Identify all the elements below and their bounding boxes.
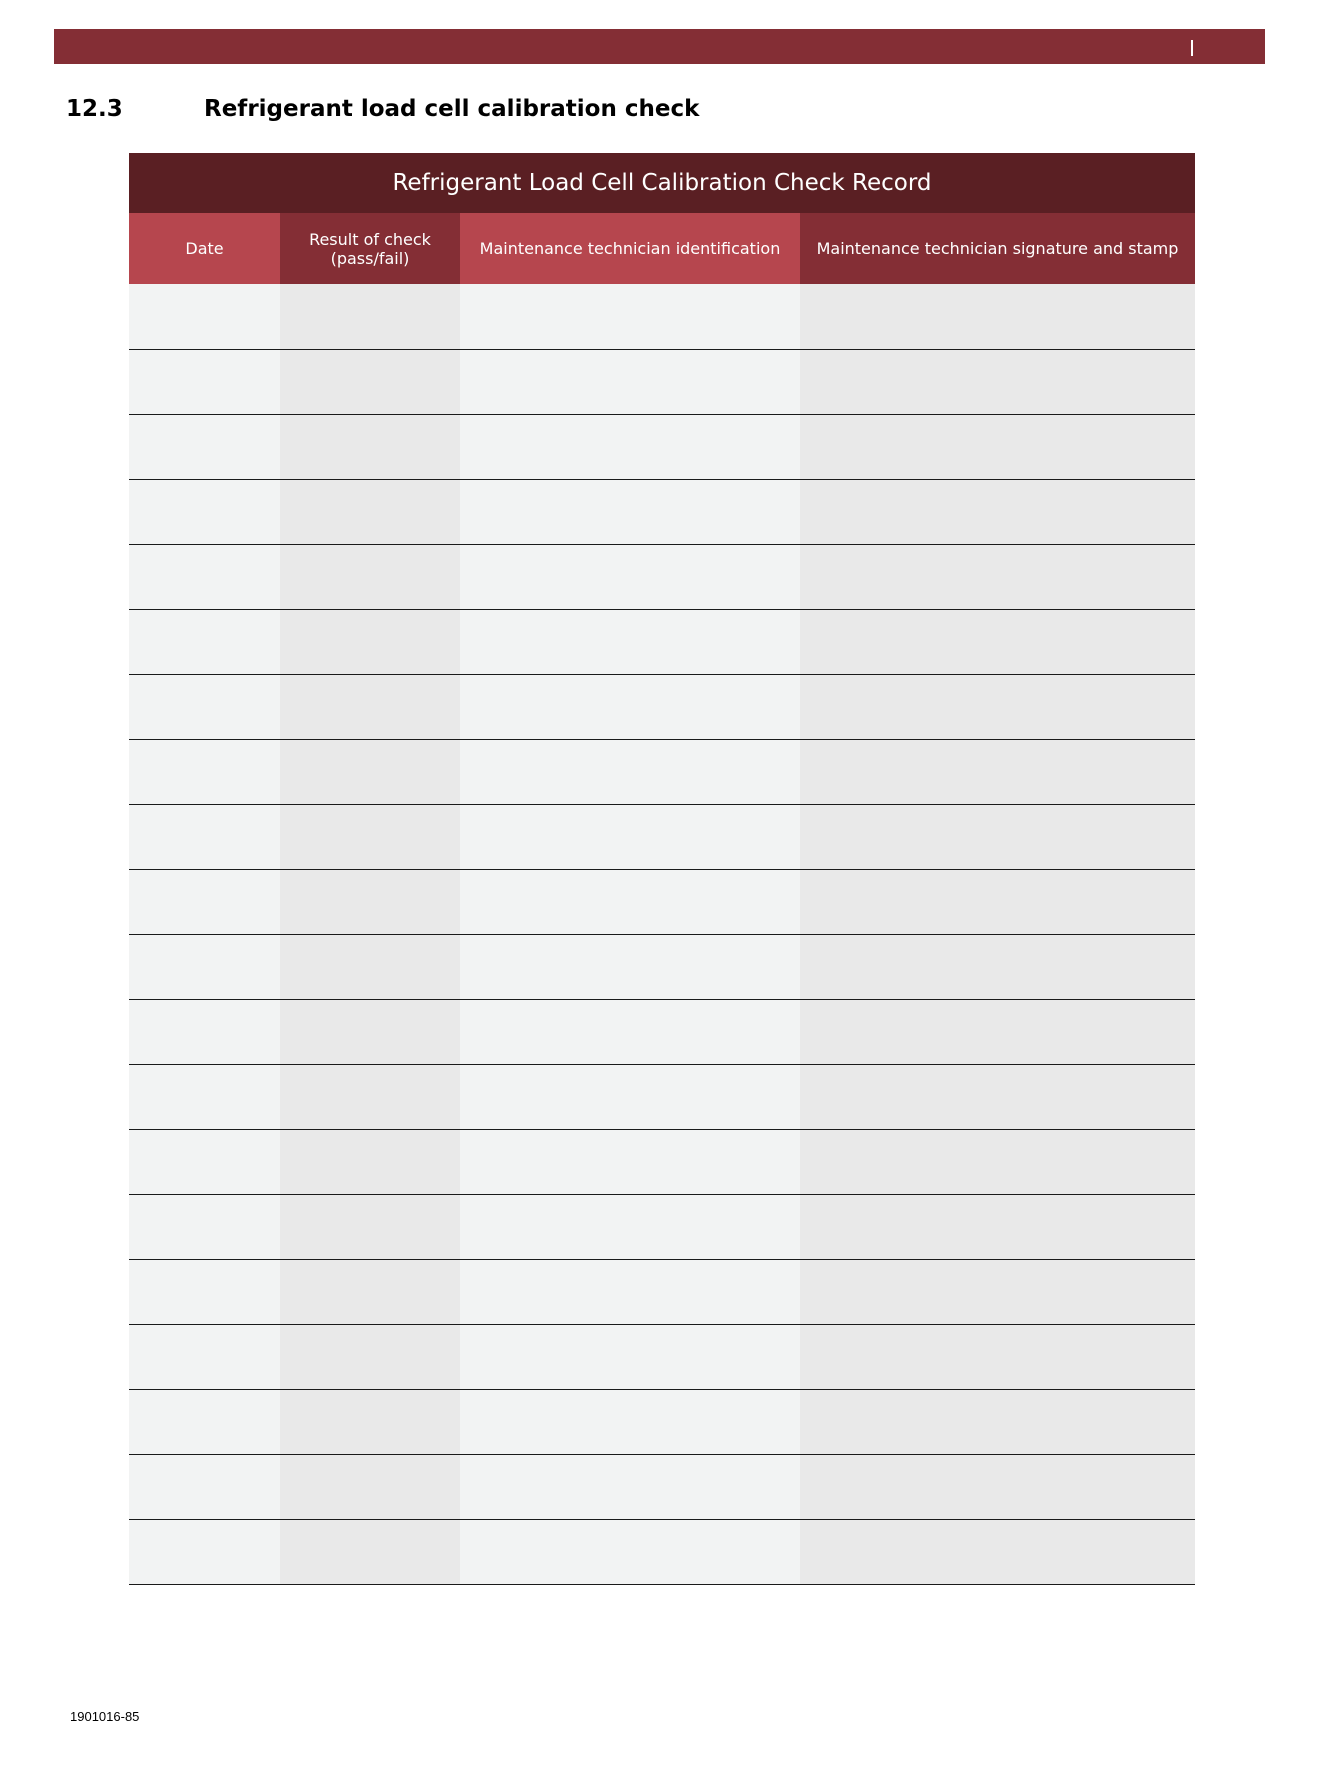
table-row (129, 544, 1195, 609)
result-cell[interactable] (280, 284, 460, 349)
record-title: Refrigerant Load Cell Calibration Check Record (129, 153, 1195, 213)
table-row (129, 1129, 1195, 1194)
result-cell[interactable] (280, 1129, 460, 1194)
table-row (129, 804, 1195, 869)
identification-cell[interactable] (460, 349, 800, 414)
date-cell[interactable] (129, 609, 280, 674)
date-cell[interactable] (129, 284, 280, 349)
date-cell[interactable] (129, 1259, 280, 1324)
table-row (129, 739, 1195, 804)
table-row (129, 999, 1195, 1064)
signature-cell[interactable] (800, 479, 1195, 544)
signature-cell[interactable] (800, 1454, 1195, 1519)
date-cell[interactable] (129, 1324, 280, 1389)
identification-cell[interactable] (460, 414, 800, 479)
table-row (129, 349, 1195, 414)
table-row (129, 1259, 1195, 1324)
result-cell[interactable] (280, 544, 460, 609)
header-row (129, 213, 1195, 284)
table-row (129, 284, 1195, 349)
identification-cell[interactable] (460, 1129, 800, 1194)
result-cell[interactable] (280, 1194, 460, 1259)
identification-cell[interactable] (460, 479, 800, 544)
table-row (129, 479, 1195, 544)
result-cell[interactable] (280, 869, 460, 934)
identification-cell[interactable] (460, 1259, 800, 1324)
result-cell[interactable] (280, 934, 460, 999)
signature-cell[interactable] (800, 804, 1195, 869)
table-row (129, 1194, 1195, 1259)
result-cell[interactable] (280, 349, 460, 414)
date-cell[interactable] (129, 804, 280, 869)
date-cell[interactable] (129, 544, 280, 609)
date-cell[interactable] (129, 739, 280, 804)
date-cell[interactable] (129, 674, 280, 739)
signature-cell[interactable] (800, 674, 1195, 739)
identification-cell[interactable] (460, 1389, 800, 1454)
top-banner (54, 29, 1265, 64)
signature-cell[interactable] (800, 999, 1195, 1064)
table-row (129, 1324, 1195, 1389)
result-cell[interactable] (280, 609, 460, 674)
date-cell[interactable] (129, 414, 280, 479)
identification-cell[interactable] (460, 284, 800, 349)
result-cell[interactable] (280, 1519, 460, 1584)
result-cell[interactable] (280, 1259, 460, 1324)
signature-cell[interactable] (800, 1129, 1195, 1194)
date-cell[interactable] (129, 999, 280, 1064)
date-cell[interactable] (129, 869, 280, 934)
column-header-result: Result of check (pass/fail) (280, 213, 460, 284)
signature-cell[interactable] (800, 934, 1195, 999)
result-cell[interactable] (280, 1389, 460, 1454)
identification-cell[interactable] (460, 674, 800, 739)
table-row (129, 1064, 1195, 1129)
result-cell[interactable] (280, 674, 460, 739)
table-row (129, 1389, 1195, 1454)
table-row (129, 674, 1195, 739)
identification-cell[interactable] (460, 999, 800, 1064)
result-cell[interactable] (280, 414, 460, 479)
date-cell[interactable] (129, 479, 280, 544)
column-header-identification: Maintenance technician identification (460, 213, 800, 284)
table-row (129, 414, 1195, 479)
date-cell[interactable] (129, 349, 280, 414)
signature-cell[interactable] (800, 739, 1195, 804)
signature-cell[interactable] (800, 544, 1195, 609)
identification-cell[interactable] (460, 544, 800, 609)
table-row (129, 1519, 1195, 1584)
identification-cell[interactable] (460, 609, 800, 674)
identification-cell[interactable] (460, 934, 800, 999)
calibration-record (129, 153, 1195, 1585)
signature-cell[interactable] (800, 1519, 1195, 1584)
signature-cell[interactable] (800, 869, 1195, 934)
identification-cell[interactable] (460, 1064, 800, 1129)
date-cell[interactable] (129, 1454, 280, 1519)
column-header-date: Date (129, 213, 280, 284)
banner-divider (1191, 40, 1193, 56)
date-cell[interactable] (129, 1064, 280, 1129)
signature-cell[interactable] (800, 1064, 1195, 1129)
identification-cell[interactable] (460, 1454, 800, 1519)
date-cell[interactable] (129, 1129, 280, 1194)
date-cell[interactable] (129, 934, 280, 999)
identification-cell[interactable] (460, 1324, 800, 1389)
result-cell[interactable] (280, 999, 460, 1064)
date-cell[interactable] (129, 1389, 280, 1454)
identification-cell[interactable] (460, 1519, 800, 1584)
table-row (129, 869, 1195, 934)
identification-cell[interactable] (460, 869, 800, 934)
identification-cell[interactable] (460, 739, 800, 804)
date-cell[interactable] (129, 1519, 280, 1584)
signature-cell[interactable] (800, 349, 1195, 414)
result-cell[interactable] (280, 1064, 460, 1129)
signature-cell[interactable] (800, 284, 1195, 349)
signature-cell[interactable] (800, 1389, 1195, 1454)
result-cell[interactable] (280, 739, 460, 804)
signature-cell[interactable] (800, 609, 1195, 674)
column-header-signature: Maintenance technician signature and stamp (800, 213, 1195, 284)
section-number: 12.3 (66, 96, 123, 122)
identification-cell[interactable] (460, 804, 800, 869)
document-code: 1901016-85 (70, 1709, 140, 1724)
identification-cell[interactable] (460, 1194, 800, 1259)
signature-cell[interactable] (800, 1324, 1195, 1389)
signature-cell[interactable] (800, 414, 1195, 479)
section-title: Refrigerant load cell calibration check (204, 96, 700, 122)
result-cell[interactable] (280, 1454, 460, 1519)
signature-cell[interactable] (800, 1259, 1195, 1324)
table-row (129, 609, 1195, 674)
result-cell[interactable] (280, 479, 460, 544)
table-row (129, 1454, 1195, 1519)
record-table (129, 213, 1195, 1585)
signature-cell[interactable] (800, 1194, 1195, 1259)
result-cell[interactable] (280, 804, 460, 869)
table-row (129, 934, 1195, 999)
record-body (129, 284, 1195, 1584)
date-cell[interactable] (129, 1194, 280, 1259)
result-cell[interactable] (280, 1324, 460, 1389)
